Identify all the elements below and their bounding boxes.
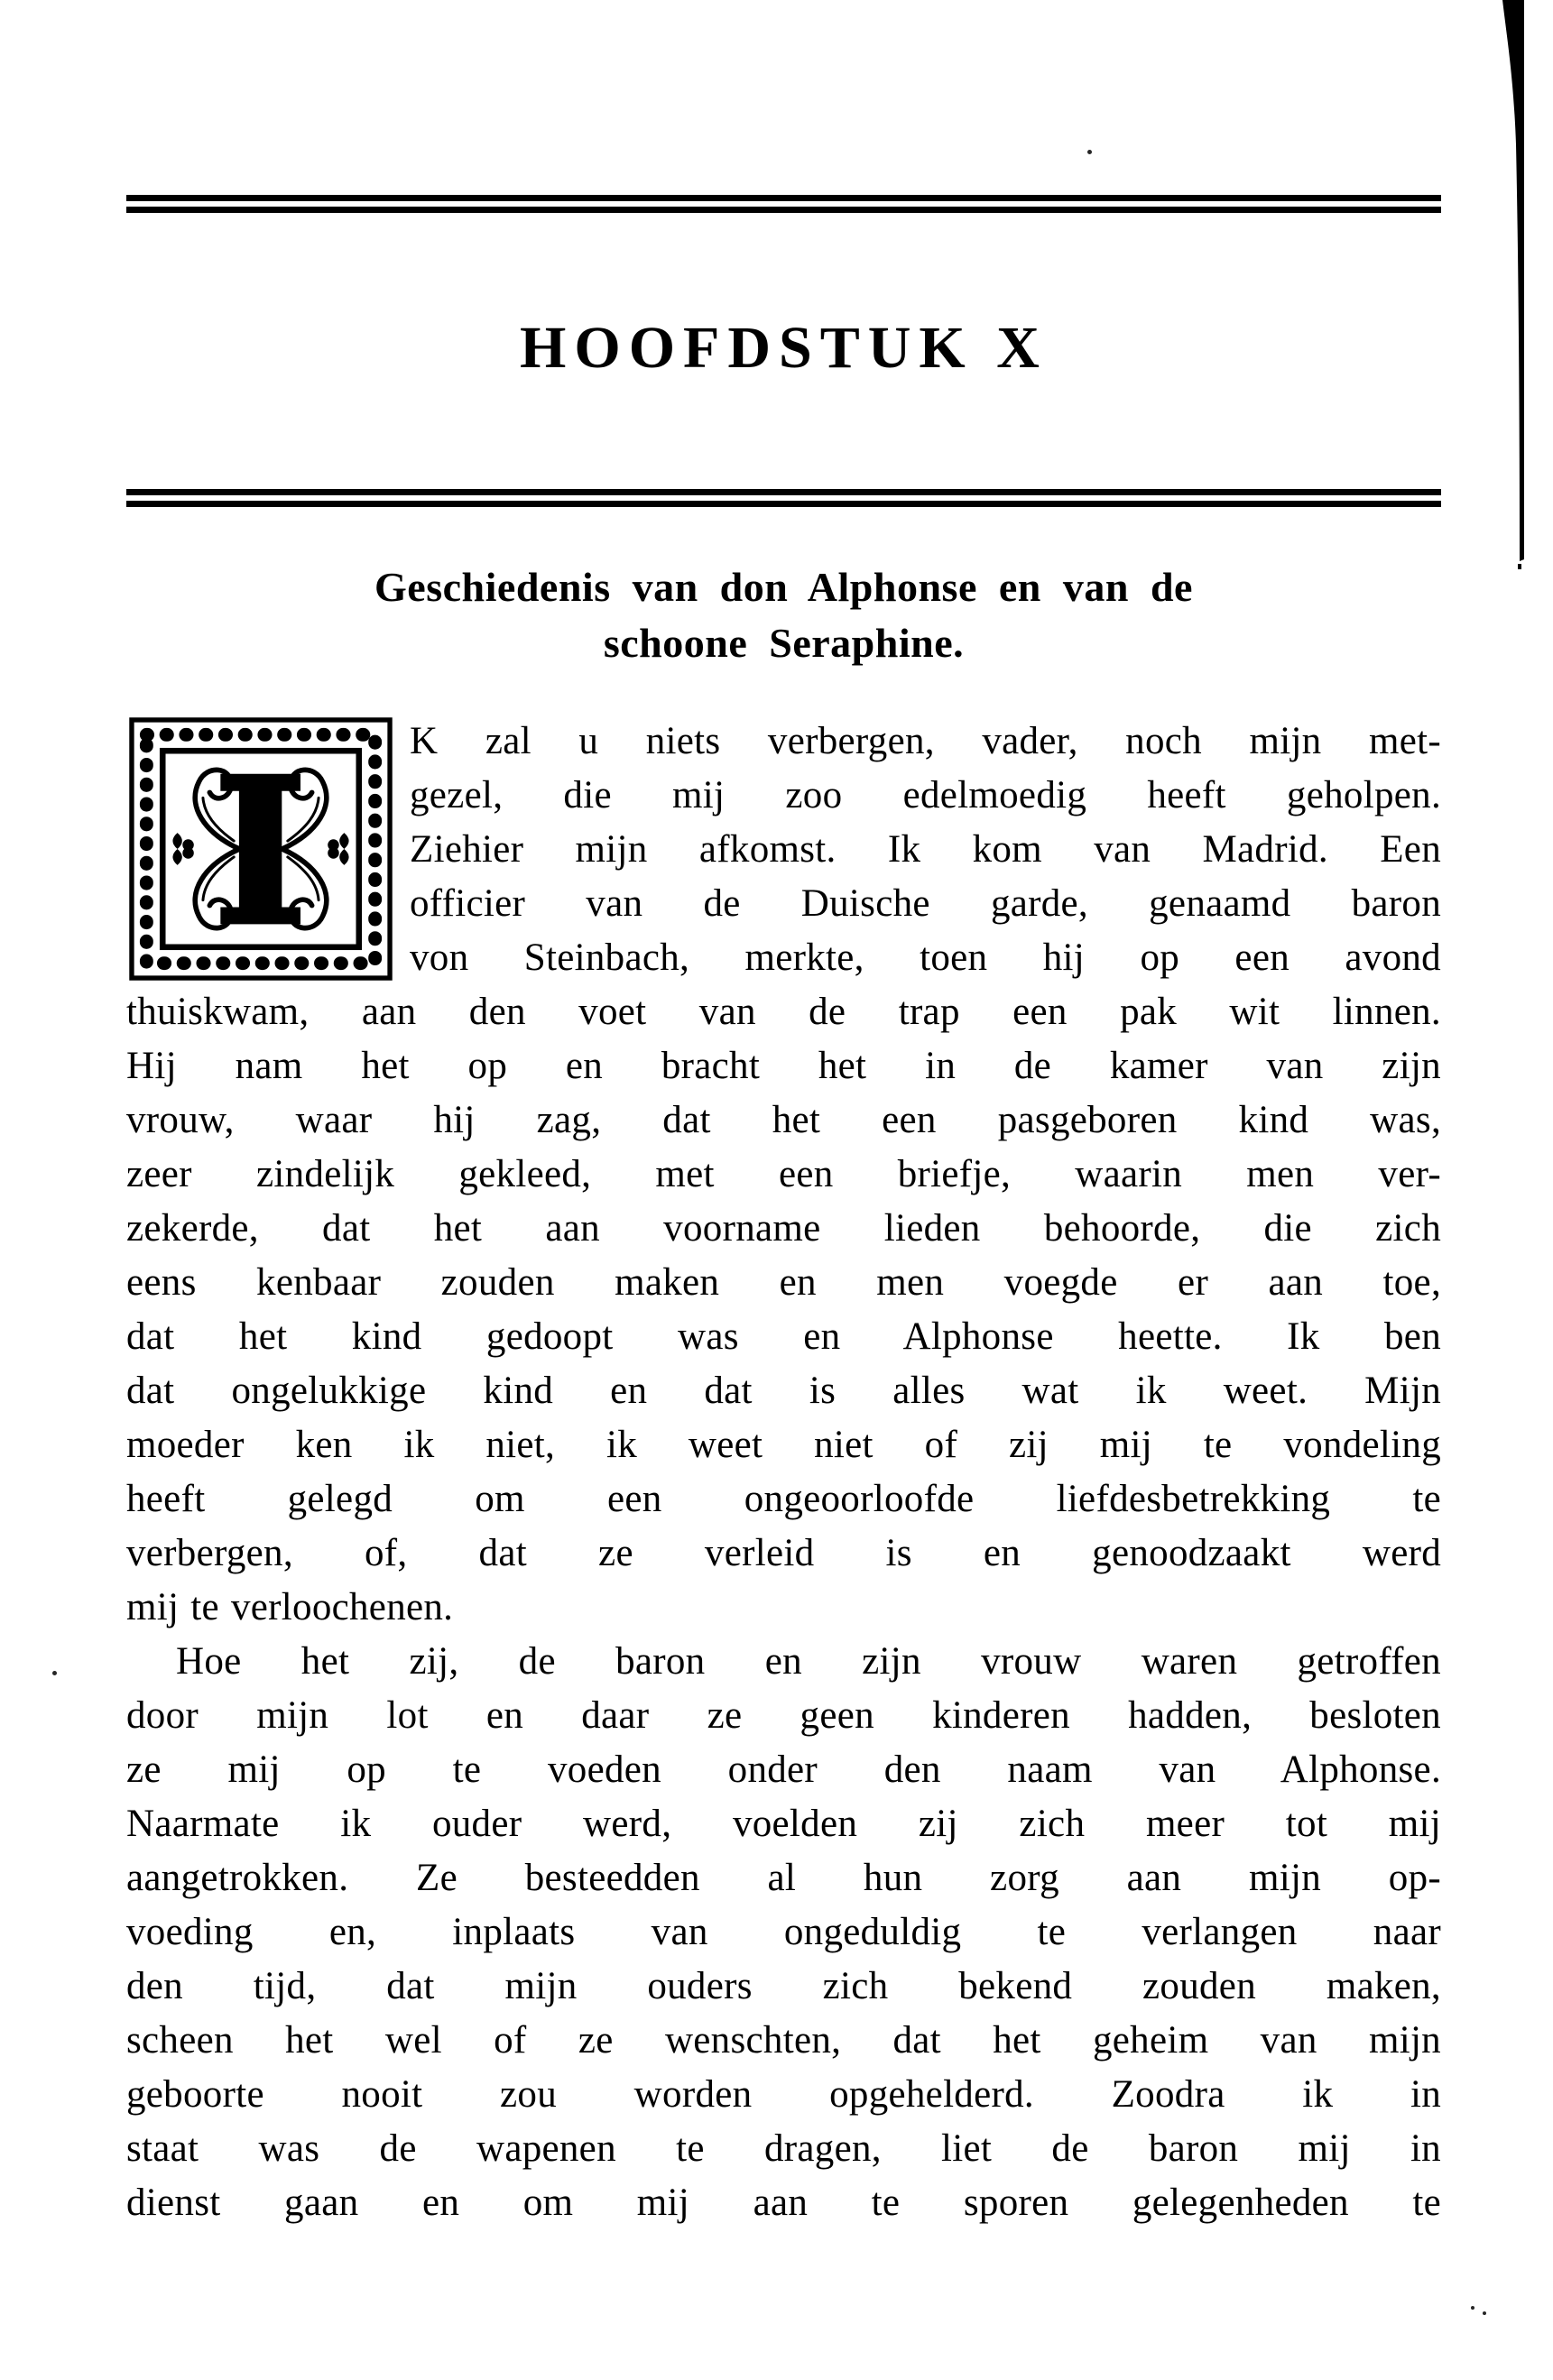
rule-bar xyxy=(126,489,1441,495)
body-line: dienst gaan en om mij aan te sporen gelegenheden te xyxy=(126,2182,1441,2224)
body-text xyxy=(126,715,1441,2230)
body-line: gezel, die mij zoo edelmoedig heeft geholpen. xyxy=(410,774,1441,816)
body-line: Hoe het zij, de baron en zijn vrouw waren getroffen xyxy=(176,1640,1441,1683)
ornamental-drop-cap xyxy=(126,715,395,983)
scan-speck xyxy=(1012,503,1016,507)
scan-speck xyxy=(1087,150,1092,154)
body-line: scheen het wel of ze wenschten, dat het geheim van mijn xyxy=(126,2019,1441,2062)
drop-cap-ornament-icon xyxy=(126,715,395,983)
body-line: moeder ken ik niet, ik weet niet of zij mij te vondeling xyxy=(126,1424,1441,1466)
middle-double-rule xyxy=(126,489,1441,507)
body-lines xyxy=(126,985,1441,2230)
body-line: thuiskwam, aan den voet van de trap een pak wit linnen. xyxy=(126,991,1441,1033)
body-line: K zal u niets verbergen, vader, noch mijn met- xyxy=(410,720,1441,762)
scan-speck xyxy=(52,1671,57,1675)
subtitle-line-1: Geschiedenis van don Alphonse en van de xyxy=(374,564,1193,610)
body-line: eens kenbaar zouden maken en men voegde er aan toe, xyxy=(126,1261,1441,1304)
body-line: den tijd, dat mijn ouders zich bekend zouden maken, xyxy=(126,1965,1441,2007)
rule-bar xyxy=(126,195,1441,201)
scan-speck xyxy=(1483,2311,1486,2315)
body-line: ze mij op te voeden onder den naam van Alphonse. xyxy=(126,1748,1441,1791)
body-line: officier van de Duische garde, genaamd baron xyxy=(410,882,1441,925)
scan-speck xyxy=(1471,2306,1474,2310)
rule-bar xyxy=(126,501,1441,507)
body-line: zekerde, dat het aan voorname lieden behoorde, die zich xyxy=(126,1207,1441,1250)
section-subtitle xyxy=(126,559,1441,671)
body-line: vrouw, waar hij zag, dat het een pasgeboren kind was, xyxy=(126,1099,1441,1141)
body-line: door mijn lot en daar ze geen kinderen hadden, besloten xyxy=(126,1694,1441,1737)
body-line: Ziehier mijn afkomst. Ik kom van Madrid. Een xyxy=(410,828,1441,871)
body-line: dat het kind gedoopt was en Alphonse heette. Ik ben xyxy=(126,1315,1441,1358)
body-line: aangetrokken. Ze besteedden al hun zorg aan mijn op- xyxy=(126,1857,1441,1899)
body-line: verbergen, of, dat ze verleid is en genoodzaakt werd xyxy=(126,1532,1441,1574)
body-line: mij te verloochenen. xyxy=(126,1586,454,1628)
body-line: heeft gelegd om een ongeoorloofde liefdesbetrekking te xyxy=(126,1478,1441,1520)
body-line: geboorte nooit zou worden opgehelderd. Zoodra ik in xyxy=(126,2073,1441,2116)
body-line: staat was de wapenen te dragen, liet de baron mij in xyxy=(126,2127,1441,2170)
body-line: Naarmate ik ouder werd, voelden zij zich meer tot mij xyxy=(126,1803,1441,1845)
subtitle-line-2: schoone Seraphine. xyxy=(603,620,965,666)
body-line: von Steinbach, merkte, toen hij op een avond xyxy=(410,936,1441,979)
body-line: Hij nam het op en bracht het in de kamer van zijn xyxy=(126,1045,1441,1087)
drop-cap-letter: I xyxy=(213,735,309,970)
rule-bar xyxy=(126,207,1441,213)
dropcap-paragraph-lines xyxy=(410,715,1441,985)
top-double-rule xyxy=(126,195,1441,213)
chapter-title: HOOFDSTUK X xyxy=(520,315,1048,381)
body-line: dat ongelukkige kind en dat is alles wat ik weet. Mijn xyxy=(126,1370,1441,1412)
scan-edge-artifact xyxy=(1498,0,1552,577)
body-line: zeer zindelijk gekleed, met een briefje, waarin men ver- xyxy=(126,1153,1441,1195)
body-line: voeding en, inplaats van ongeduldig te verlangen naar xyxy=(126,1911,1441,1953)
first-paragraph-head xyxy=(126,715,1441,985)
